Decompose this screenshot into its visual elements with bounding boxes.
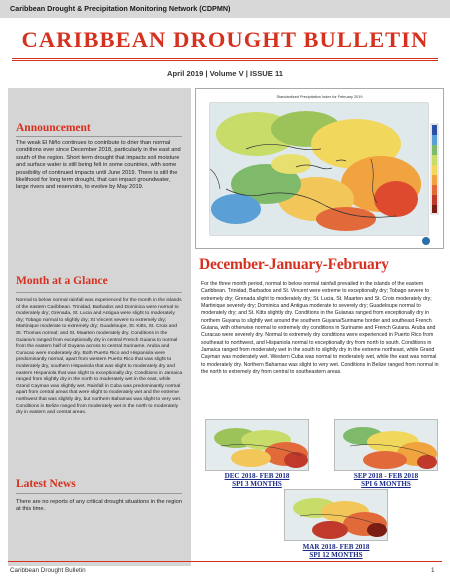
page-number: 1 bbox=[431, 567, 435, 574]
figure-title: Standardized Precipitation Index for February 2019 bbox=[276, 95, 363, 99]
spi-6-month-map bbox=[334, 419, 438, 471]
spi-12-month-map bbox=[284, 489, 388, 541]
title-rule-bottom bbox=[12, 60, 438, 61]
announcement-heading: Announcement bbox=[16, 122, 91, 134]
spi-map bbox=[196, 89, 445, 250]
spi-3-month-caption[interactable] bbox=[205, 472, 309, 488]
spi-map-figure bbox=[195, 88, 444, 249]
spi-12-month-period[interactable]: MAR 2018- FEB 2018 bbox=[302, 543, 370, 551]
main-body-text: For the three month period, normal to below normal rainfall prevailed in the islands of the eastern Caribbean. Trinidad, Barbados and St. Vincent were extreme to exceptionally dry; Tobago severe to extremely dry; Grenada slight to moderately dry; St. Lucia, St. Maarten and St. Croix moderately dry; Martinique severely dry; Dominica and Antigua moderate to severely dry; Guadeloupe normal to moderately dry; and St. Kitts slightly dry. Conditions in the Guianas ranged from exceptionally dry in northern Guyana to slightly wet around the southern Guyana/Suriname border and southeast French Guiana, with otherwise normal to extremely dry conditions in Suriname and French Guiana. Aruba and Curacao were severely dry. Normal to extremely dry conditions were experienced in Puerto Rico from southeast to northwest, and Hispaniola normal to exceptionally dry from north to south. Conditions in Jamaica ranged from moderately wet in the south to slightly dry in the extreme northeast, while Grand Cayman was moderately wet. Western Cuba was normal to moderately wet, while the east was normal to moderately dry. Northern Bahamas was slight to very wet. Conditions in Belize ranged from normal in the north to extremely dry from central to southeastern areas. bbox=[201, 281, 439, 376]
main-heading: December-January-February bbox=[199, 256, 389, 273]
spi-6-month-caption[interactable] bbox=[334, 472, 438, 488]
spi-6-month-label[interactable]: SPI 6 MONTHS bbox=[361, 480, 411, 488]
issue-line: April 2019 | Volume V | ISSUE 11 bbox=[167, 69, 283, 78]
footer-rule bbox=[8, 561, 442, 562]
glance-heading: Month at a Glance bbox=[16, 275, 108, 287]
announcement-text: The weak El Niño continues to contribute to drier than normal conditions ever since December 2018, particularly in the east and south of the region. Short term drought that impacts soil moisture and surface water is still being felt in some countries, with some possibility of continued impacts until June 2019. There is still the likelihood for long term drought, that can impact groundwater, large rivers and reservoirs, to evolve by May 2019. bbox=[16, 140, 181, 191]
announcement-rule bbox=[16, 136, 182, 137]
spi-3-month-label[interactable]: SPI 3 MONTHS bbox=[232, 480, 282, 488]
glance-text: Normal to below normal rainfall was experienced for the month in the islands of the eastern Caribbean. Trinidad, Barbados and Dominica were normal to moderately dry; Grenada, St. Lucia and Antigua were slight to moderately dry; Tobago normal to slightly dry; St Vincent severe to extremely dry; Martinique moderate to extremely dry; Guadeloupe, St. Kitts, St. Croix and St. Thomas normal; and St. Maarten moderately dry. Conditions in the Guiana's ranged from exceptionally dry in central French Guiana to normal from the eastern half of Guyana across to central Suriname. Aruba and Curacao were moderately dry. Both Puerto Rico and Hispaniola were predominantly normal, apart from western Puerto Rico that was slight to moderately dry, southern Hispaniola that was slight to moderately dry and eastern Hispaniola that was slight to exceptionally dry. Conditions in Jamaica ranged from slightly dry in the north to moderately wet in the east, while Grand Cayman was slightly wet. Rainfall in Cuba was predominantly normal apart from central areas that were slight to moderately wet and the extreme northwest that was slightly dry, but northern Bahamas was slight to very wet. Conditions in Belize ranged from moderately wet in the north to moderately dry in eastern and central areas. bbox=[16, 298, 183, 416]
bulletin-title: CARIBBEAN DROUGHT BULLETIN bbox=[21, 27, 429, 52]
spi-12-month-caption[interactable] bbox=[284, 543, 388, 559]
network-banner bbox=[0, 0, 450, 18]
spi-3-month-map bbox=[205, 419, 309, 471]
glance-rule bbox=[16, 292, 182, 293]
footer-title: Caribbean Drought Bulletin bbox=[10, 567, 86, 574]
latest-news-rule bbox=[16, 493, 182, 494]
network-name: Caribbean Drought & Precipitation Monitoring Network (CDPMN) bbox=[10, 4, 231, 13]
latest-news-text: There are no reports of any critical drought situations in the region at this time. bbox=[16, 499, 182, 513]
latest-news-heading: Latest News bbox=[16, 478, 76, 490]
spi-6-month-period[interactable]: SEP 2018 - FEB 2018 bbox=[353, 472, 419, 480]
title-rule-top bbox=[12, 58, 438, 59]
spi-12-month-label[interactable]: SPI 12 MONTHS bbox=[309, 551, 363, 559]
spi-3-month-period[interactable]: DEC 2018- FEB 2018 bbox=[224, 472, 290, 480]
